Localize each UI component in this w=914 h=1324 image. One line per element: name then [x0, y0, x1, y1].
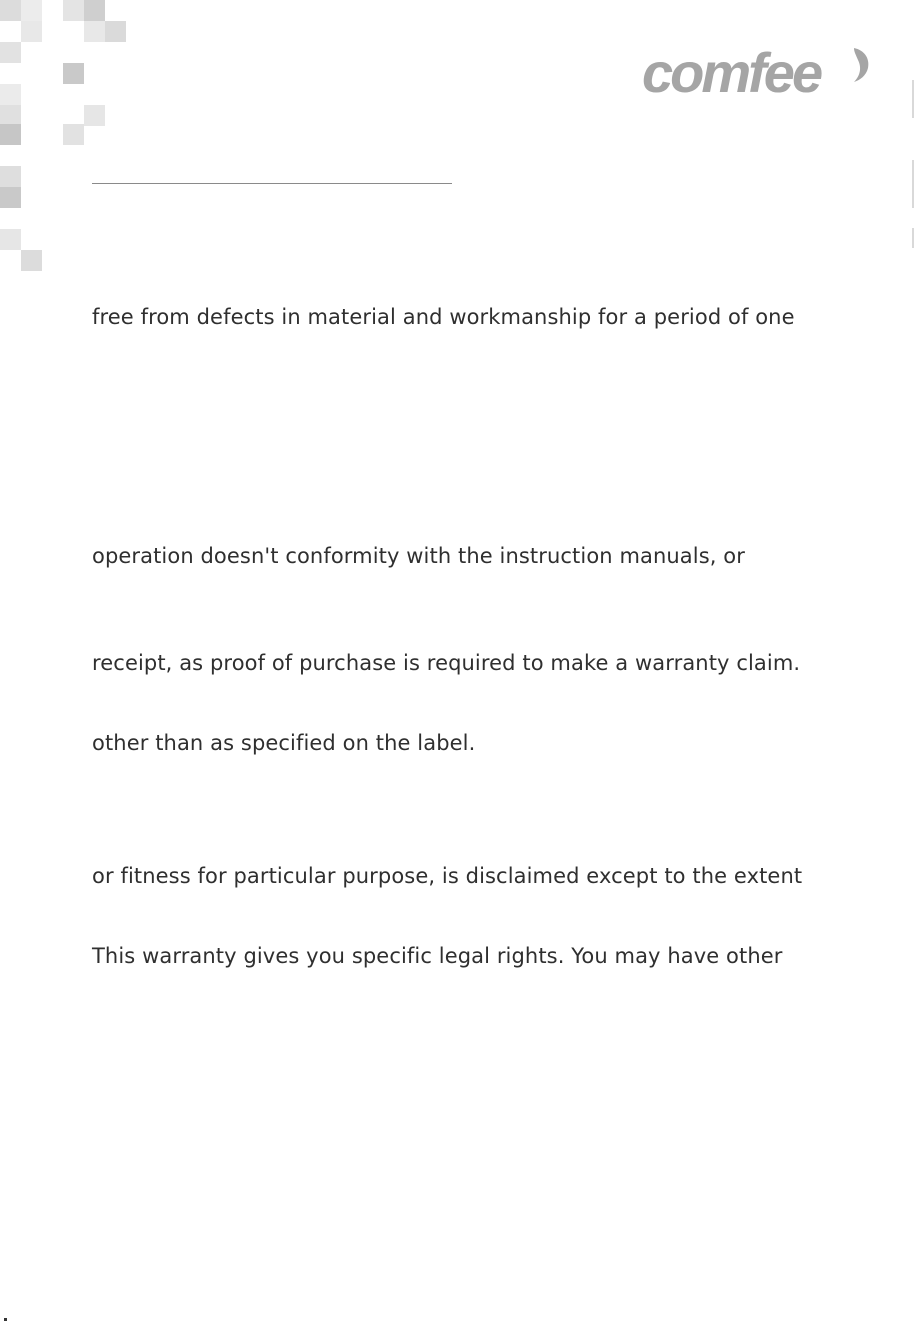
- warranty-text-line: or fitness for particular purpose, is disclaimed except to the extent: [92, 864, 803, 888]
- mosaic-square: [0, 0, 21, 21]
- warranty-text-line: receipt, as proof of purchase is required to make a warranty claim.: [92, 651, 801, 675]
- mosaic-square: [0, 166, 21, 187]
- mosaic-square: [21, 0, 42, 21]
- mosaic-square: [63, 124, 84, 145]
- warranty-text-line: operation doesn't conformity with the instruction manuals, or: [92, 544, 745, 568]
- mosaic-square: [0, 42, 21, 63]
- warranty-text-line: free from defects in material and workmanship for a period of one: [92, 305, 795, 329]
- warranty-text-line: This warranty gives you specific legal rights. You may have other: [92, 944, 783, 968]
- mosaic-square: [0, 229, 21, 250]
- mosaic-square: [0, 105, 21, 126]
- mosaic-square: [84, 0, 105, 21]
- heading-divider-line: [92, 183, 452, 184]
- svg-text:comfee: comfee: [642, 41, 821, 100]
- comfee-logo: [640, 40, 876, 100]
- mosaic-square: [84, 105, 105, 126]
- mosaic-square: [0, 84, 21, 105]
- mosaic-square: [21, 21, 42, 42]
- mosaic-square: [105, 21, 126, 42]
- mosaic-square: [0, 187, 21, 208]
- mosaic-square: [63, 0, 84, 21]
- page-corner-mark: [4, 1318, 7, 1321]
- mosaic-square: [0, 124, 21, 145]
- warranty-text-line: other than as specified on the label.: [92, 731, 476, 755]
- mosaic-square: [84, 21, 105, 42]
- mosaic-square: [21, 250, 42, 271]
- mosaic-square: [63, 63, 84, 84]
